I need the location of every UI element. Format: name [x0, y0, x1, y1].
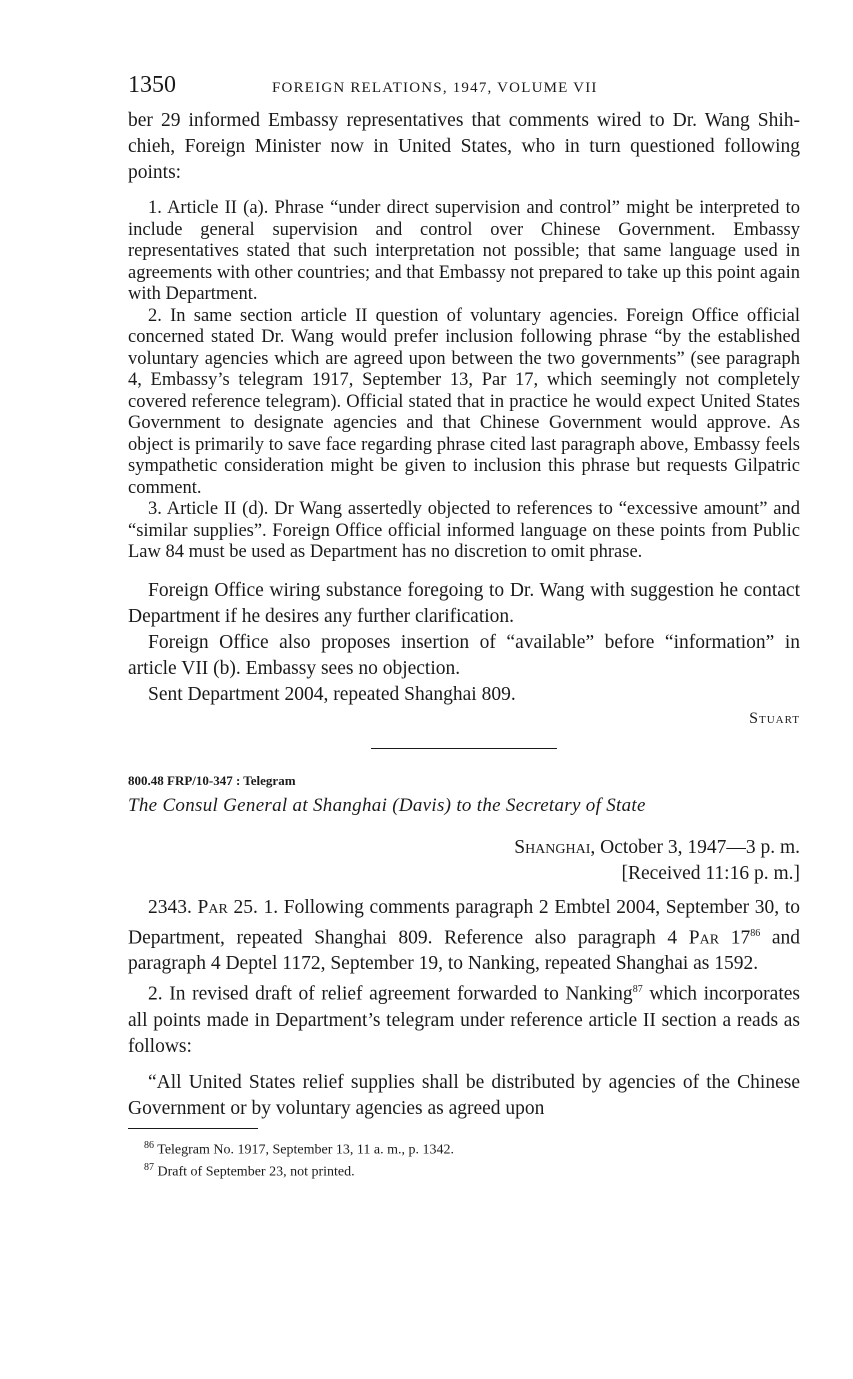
footnote-mark: 87: [144, 1162, 154, 1174]
closing-paragraph-3: Sent Department 2004, repeated Shanghai 809.: [148, 683, 516, 705]
paragraph-text: 25. 1. Following comments paragraph 2 Embtel 2004, September 30, to Department, repeated Shanghai 809. Reference also paragraph 4: [128, 896, 800, 948]
dateline-date: , October 3, 1947—3 p. m.: [590, 836, 800, 858]
telegram-paragraph-2: [128, 977, 800, 1060]
telegram-number: 2343.: [148, 896, 192, 918]
point-3: 3. Article II (d). Dr Wang assertedly objected to references to “excessive amount” and “similar supplies”. Foreign Office official informed language on these points from Public Law 84 must be used as Department has no discretion to omit phrase.: [128, 499, 800, 562]
file-number: 800.48 FRP/10-347 : Telegram: [128, 772, 296, 788]
quoted-text: “All United States relief supplies shall be distributed by agencies of the Chinese Government or by voluntary agencies as agreed upon: [128, 1071, 800, 1119]
dateline-place: Shanghai: [514, 836, 591, 858]
telegram-paragraph-1: [128, 895, 800, 978]
footnote-86: [128, 1137, 800, 1160]
dateline: [128, 835, 800, 887]
footnote-text: Draft of September 23, not printed.: [157, 1164, 355, 1180]
footnote-ref-86: 86: [750, 927, 761, 939]
footnote-rule: [128, 1128, 258, 1129]
footnote-ref-87: 87: [632, 984, 643, 995]
intro-paragraph: ber 29 informed Embassy representatives that comments wired to Dr. Wang Shih-chieh, Foreign Minister now in United States, who in turn questioned following points:: [128, 110, 800, 183]
point-1: 1. Article II (a). Phrase “under direct supervision and control” might be interpreted to include general supervision and control over Chinese Government. Embassy representatives stated that such interpretation not possible; that same language used in agreements with other countries; and that Embassy not prepared to take up this point again with Department.: [128, 198, 800, 304]
closing-paragraph-1: Foreign Office wiring substance foregoing to Dr. Wang with suggestion he contact Department if he desires any further clarification.: [128, 579, 800, 627]
closing-paragraph-2: Foreign Office also proposes insertion of “available” before “information” in article VII (b). Embassy sees no objection.: [128, 631, 800, 679]
page-number: 1350: [128, 72, 176, 98]
document-title: The Consul General at Shanghai (Davis) to the Secretary of State: [128, 794, 646, 816]
paragraph-text: and paragraph 4 Deptel 1172, September 19, to Nanking, repeated Shanghai as 1592.: [128, 927, 801, 974]
closing-paragraphs: [128, 578, 800, 708]
page: [128, 72, 800, 1182]
par-label: Par: [197, 896, 228, 918]
par-label-2: Par: [688, 927, 720, 948]
paragraph-text: which incorporates all points made in Department’s telegram under reference article II section a reads as follows:: [128, 983, 800, 1057]
received-time: [Received 11:16 p. m.]: [621, 862, 800, 884]
running-head: [128, 72, 800, 108]
section-divider: [371, 748, 557, 749]
paragraph-text: 2. In revised draft of relief agreement forwarded to Nanking: [148, 983, 633, 1005]
point-2: 2. In same section article II question of voluntary agencies. Foreign Office official concerned stated Dr. Wang would prefer inclusion following phrase “by the established voluntary agencies which are agreed upon between the two governments” (see paragraph 4, Embassy’s telegram 1917, September 13, Par 17, which seemingly not completely covered reference telegram). Official stated that in practice he would expect United States Government to designate agencies and that Chinese Government would approve. As object is primarily to save face regarding phrase cited last paragraph above, Embassy feels sympathetic consideration might be given to inclusion this phrase but requests Gilpatric comment.: [128, 305, 800, 498]
paragraph-text: 17: [719, 927, 751, 948]
signature: Stuart: [749, 709, 800, 727]
footnote-87: [128, 1159, 800, 1182]
footnote-mark: 86: [144, 1139, 154, 1151]
footnote-text: Telegram No. 1917, September 13, 11 a. m., p. 1342.: [157, 1142, 454, 1158]
points-list: [128, 198, 800, 564]
running-title: FOREIGN RELATIONS, 1947, VOLUME VII: [272, 80, 598, 96]
